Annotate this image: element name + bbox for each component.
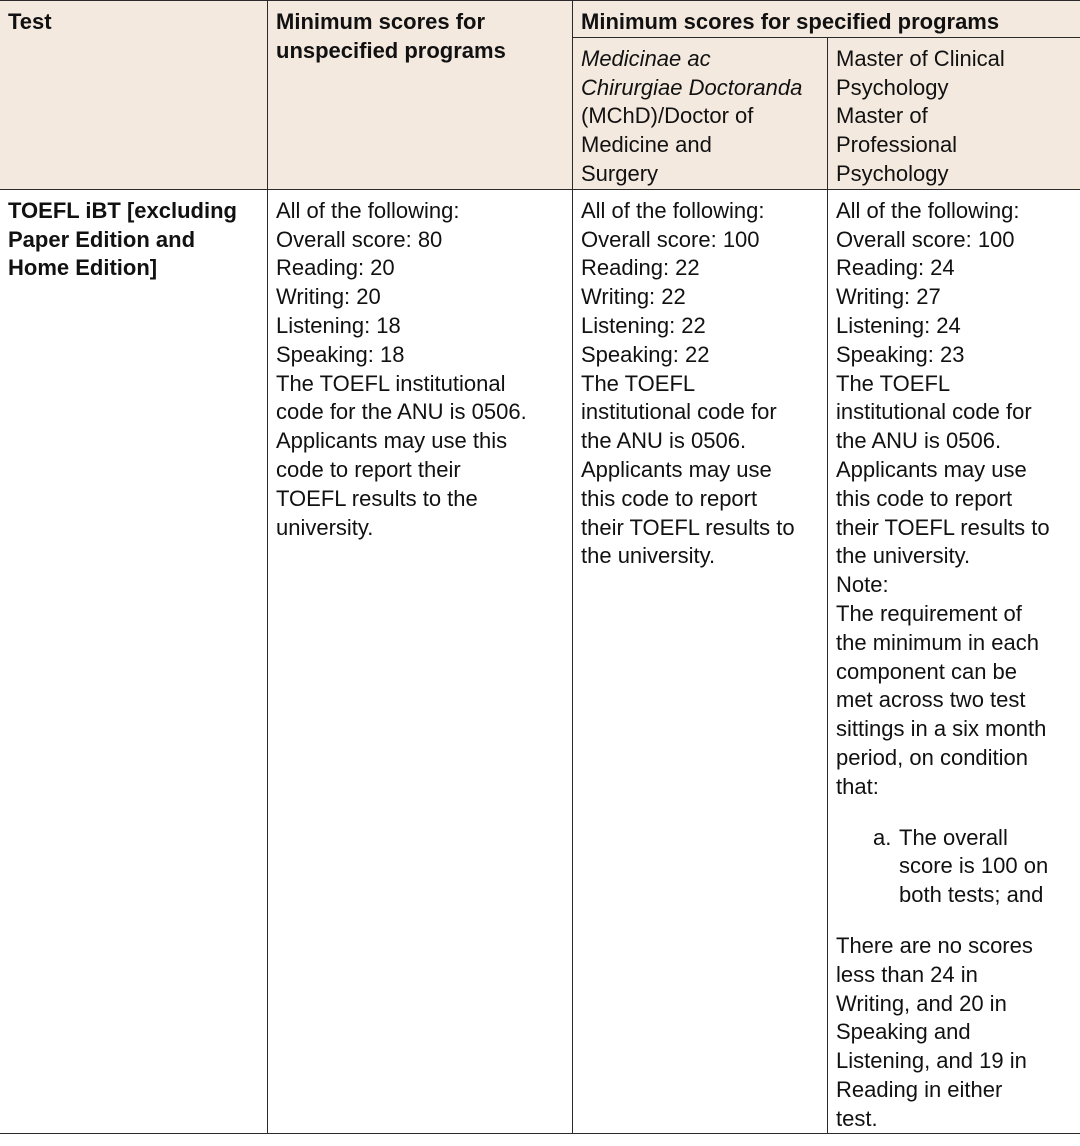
program-mchd-line: Surgery xyxy=(581,160,659,186)
test-name-line: TOEFL iBT [excluding xyxy=(8,197,237,223)
program-mchd-line: Chirurgiae Doctoranda xyxy=(581,74,803,100)
program-mchd-line: Medicine and xyxy=(581,132,712,158)
score-line: All of the following: xyxy=(581,197,765,223)
note-line: met across two test xyxy=(836,687,1026,713)
note-line: component can be xyxy=(836,658,1018,684)
header-unspecified-line: unspecified programs xyxy=(276,37,506,63)
header-unspecified-programs xyxy=(268,1,573,190)
score-line: code for the ANU is 0506. xyxy=(276,399,527,425)
score-line: the ANU is 0506. xyxy=(581,428,747,454)
score-line: Listening: 22 xyxy=(581,312,706,338)
closing-line: There are no scores xyxy=(836,932,1033,958)
note-line: the minimum in each xyxy=(836,629,1039,655)
score-line: Overall score: 100 xyxy=(836,226,1015,252)
program-psychology-line: Psychology xyxy=(836,74,949,100)
list-item xyxy=(873,824,1080,910)
note-line: period, on condition xyxy=(836,744,1029,770)
closing-line: less than 24 in xyxy=(836,961,978,987)
score-line: All of the following: xyxy=(276,197,460,223)
score-line: this code to report xyxy=(836,485,1013,511)
program-psychology-line: Professional xyxy=(836,132,958,158)
score-line: institutional code for xyxy=(836,399,1032,425)
list-marker: a. xyxy=(873,824,892,850)
score-line: Speaking: 23 xyxy=(836,341,965,367)
score-line: Reading: 24 xyxy=(836,255,955,281)
score-line: The TOEFL xyxy=(836,370,951,396)
score-line: Speaking: 18 xyxy=(276,341,405,367)
header-specified-programs: Minimum scores for specified programs xyxy=(573,1,1080,38)
score-line: university. xyxy=(276,514,374,540)
cell-psychology-scores xyxy=(828,189,1080,1134)
note-line: The requirement of xyxy=(836,600,1022,626)
closing-line: Listening, and 19 in xyxy=(836,1048,1027,1074)
closing-paragraph xyxy=(836,932,1080,1134)
program-psychology-line: Master of Clinical xyxy=(836,45,1005,71)
list-item-text xyxy=(899,824,1048,910)
header-unspecified-line: Minimum scores for xyxy=(276,9,486,34)
score-line: Overall score: 100 xyxy=(581,226,760,252)
score-line: The TOEFL institutional xyxy=(276,370,506,396)
program-psychology xyxy=(828,37,1080,189)
score-line: this code to report xyxy=(581,485,758,511)
score-line: Writing: 27 xyxy=(836,284,941,310)
cell-unspecified-scores xyxy=(268,189,573,1134)
score-line: their TOEFL results to xyxy=(581,514,795,540)
condition-line: The overall xyxy=(899,824,1008,850)
cell-mchd-scores xyxy=(573,189,828,1134)
program-psychology-line: Master of xyxy=(836,103,928,129)
header-test: Test xyxy=(0,1,268,190)
closing-line: Speaking and xyxy=(836,1019,971,1045)
table-row-toefl-ibt xyxy=(0,189,1080,1134)
test-name-line: Home Edition] xyxy=(8,255,158,281)
condition-line: score is 100 on xyxy=(899,853,1049,879)
score-line: Listening: 18 xyxy=(276,312,401,338)
note-line: sittings in a six month xyxy=(836,716,1047,742)
score-line: All of the following: xyxy=(836,197,1020,223)
score-line: TOEFL results to the xyxy=(276,485,478,511)
test-name-line: Paper Edition and xyxy=(8,226,196,252)
score-line: Overall score: 80 xyxy=(276,226,443,252)
score-line: the ANU is 0506. xyxy=(836,428,1002,454)
program-mchd xyxy=(573,37,828,189)
note-line: that: xyxy=(836,773,879,799)
score-line: institutional code for xyxy=(581,399,777,425)
score-line: Reading: 22 xyxy=(581,255,700,281)
condition-list xyxy=(836,824,1080,910)
program-mchd-line: Medicinae ac xyxy=(581,45,711,71)
closing-line: Writing, and 20 in xyxy=(836,990,1007,1016)
score-line: the university. xyxy=(836,543,971,569)
score-line: Applicants may use xyxy=(836,456,1027,482)
header-row xyxy=(0,1,1080,38)
score-line: the university. xyxy=(581,543,716,569)
condition-line: both tests; and xyxy=(899,882,1044,908)
program-psychology-line: Psychology xyxy=(836,160,949,186)
score-line: their TOEFL results to xyxy=(836,514,1050,540)
score-line: Writing: 22 xyxy=(581,284,686,310)
closing-line: Reading in either xyxy=(836,1076,1003,1102)
score-line: code to report their xyxy=(276,456,461,482)
score-line: Reading: 20 xyxy=(276,255,395,281)
score-line: Speaking: 22 xyxy=(581,341,710,367)
note-label: Note: xyxy=(836,572,889,598)
cell-test-name xyxy=(0,189,268,1134)
score-line: Applicants may use xyxy=(581,456,772,482)
closing-line: test. xyxy=(836,1105,878,1131)
program-mchd-line: (MChD)/Doctor of xyxy=(581,103,754,129)
score-line: Writing: 20 xyxy=(276,284,381,310)
score-line: Applicants may use this xyxy=(276,428,508,454)
score-line: The TOEFL xyxy=(581,370,696,396)
score-line: Listening: 24 xyxy=(836,312,961,338)
